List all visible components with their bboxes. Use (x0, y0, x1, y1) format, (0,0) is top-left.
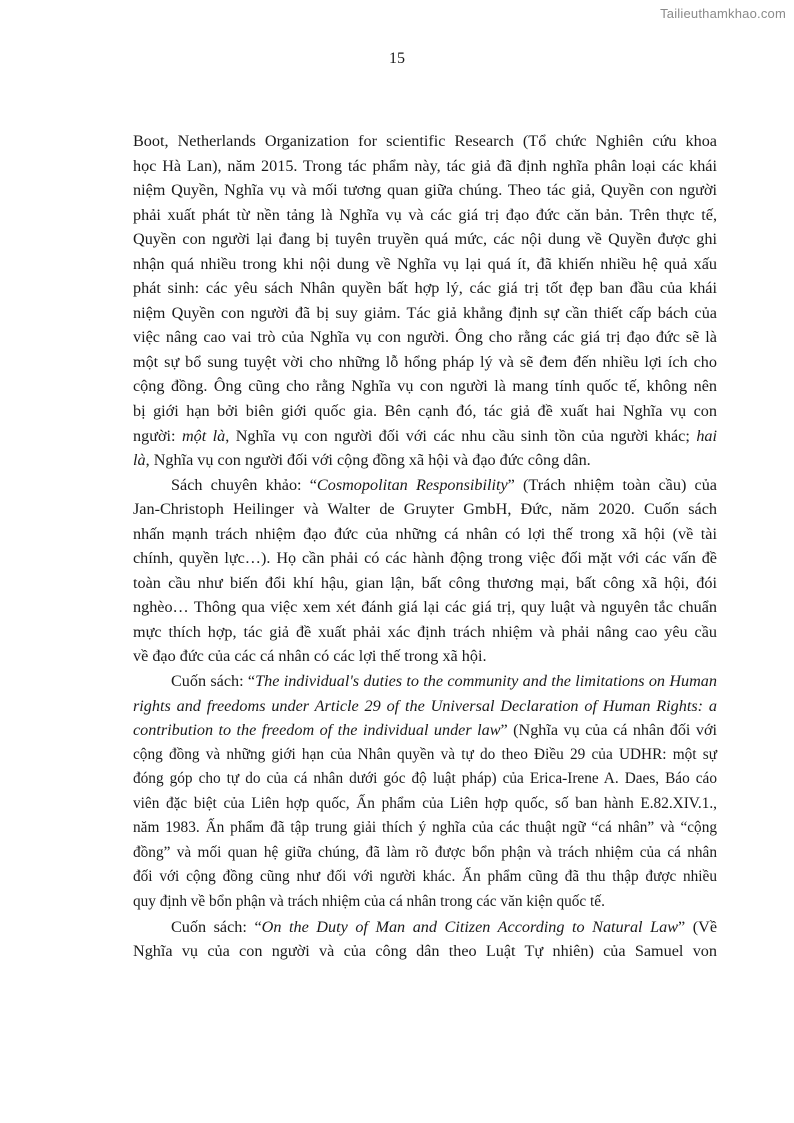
text-line: việc nâng cao vai trò của Nghĩa vụ con người. Ông cho rằng các giá trị đạo đức sẽ là (133, 328, 717, 347)
text-line: đóng góp cho tự do của cá nhân dưới góc độ luật pháp) của Erica-Irene A. Daes, Báo cáo (133, 770, 717, 788)
text-line: cộng đồng. Ông cũng cho rằng Nghĩa vụ con người là mang tính quốc tế, không nên (133, 377, 717, 396)
text-line: đối với cộng đồng cũng như đối với người khác. Ấn phẩm cũng đã thu thập được nhiều (133, 868, 717, 886)
text-segment: , Nghĩa vụ con người đối với cộng đồng xã hội và đạo đức công dân. (145, 451, 591, 470)
body-text (133, 129, 717, 964)
text-line: bị giới hạn bởi biên giới quốc gia. Bên cạnh đó, tác giả đề xuất hai Nghĩa vụ con (133, 402, 717, 421)
text-line: Boot, Netherlands Organization for scientific Research (Tổ chức Nghiên cứu khoa (133, 132, 717, 150)
text-line: nhấn mạnh trách nhiệm đạo đức của những cá nhân có lợi thế trong xã hội (về tài (133, 524, 717, 543)
text-line: đồng” và mối quan hệ giữa chúng, đã làm rõ được bổn phận và trách nhiệm của cá nhân (133, 843, 717, 861)
text-segment: ” (Trách nhiệm toàn cầu) của (507, 475, 717, 494)
text-line: phải xuất phát từ nền tảng là Nghĩa vụ và các giá trị đạo đức căn bản. Trên thực tế, (133, 205, 717, 224)
paragraph-first-line (133, 915, 717, 940)
book-title: Cosmopolitan Responsibility (316, 475, 508, 494)
text-segment: Cuốn sách: “ (171, 672, 256, 691)
text-line: Nghĩa vụ của con người và của công dân theo Luật Tự nhiên) của Samuel von (133, 942, 717, 961)
text-line: về đạo đức của các cá nhân có các lợi thế trong xã hội. (133, 647, 487, 666)
watermark-text: Tailieuthamkhao.com (660, 6, 786, 21)
text-line: mực thích hợp, tác giả đề xuất phải xác định trách nhiệm và phải nâng cao yêu cầu (133, 622, 717, 641)
text-line: một sự bổ sung tuyệt vời cho những lỗ hổng pháp lý và sẽ đem đến nhiều lợi ích cho (133, 352, 717, 371)
text-line (133, 448, 717, 473)
page-number: 15 (389, 50, 405, 67)
italic-term: là (133, 451, 146, 470)
text-segment: người: (133, 426, 182, 445)
text-line: học Hà Lan), năm 2015. Trong tác phẩm này, tác giả đã định nghĩa phân loại các khái (133, 156, 717, 175)
italic-term: hai (696, 426, 717, 445)
text-line: chính, quyền lực…). Họ cần phải có các hành động trong việc đối mặt với các vấn đề (133, 549, 717, 568)
italic-term: một là (181, 426, 226, 445)
text-line: cộng đồng và những giới hạn của Nhân quyền và tự do theo Điều 29 của UDHR: một sự (133, 745, 717, 763)
book-title: rights and freedoms under Article 29 of the Universal Declaration of Human Rights: a (133, 696, 717, 715)
text-segment: , Nghĩa vụ con người đối với các nhu cầu sinh tồn của người khác; (225, 426, 697, 445)
text-line: niệm Quyền con người đã bị suy giảm. Tác giả khẳng định sự cần thiết cấp bách của (133, 303, 717, 322)
text-line: niệm Quyền, Nghĩa vụ và mối tương quan giữa chúng. Theo tác giả, Quyền con người (133, 181, 717, 200)
text-line: Quyền con người lại đang bị tuyên truyền quá mức, các nội dung về Quyền được ghi (133, 230, 717, 249)
text-segment: Cuốn sách: “ (171, 917, 262, 936)
text-segment: ” (Về (678, 917, 718, 936)
text-line (133, 718, 717, 743)
text-segment: Sách chuyên khảo: “ (171, 475, 317, 494)
text-line: phát sinh: các yêu sách Nhân quyền bất hợp lý, các giá trị tốt đẹp ban đầu của khái (133, 279, 717, 298)
paragraph-first-line (133, 669, 717, 694)
book-title: contribution to the freedom of the individual under law (133, 721, 501, 740)
text-line: toàn cầu như biến đổi khí hậu, gian lận, bất công thương mại, bất công xã hội, đói (133, 573, 717, 592)
text-line: nhận quá nhiều trong khi nội dung về Nghĩa vụ lại quá ít, đã khiến nhiều hệ quả xấu (133, 254, 717, 273)
text-line (133, 694, 717, 719)
book-title: The individual's duties to the community and the limitations on Human (255, 672, 717, 691)
text-line: năm 1983. Ấn phẩm đã tập trung giải thích ý nghĩa của các thuật ngữ “cá nhân” và “cộng (133, 819, 717, 837)
text-segment: ” (Nghĩa vụ của cá nhân đối với (500, 721, 717, 740)
paragraph-first-line (133, 473, 717, 498)
book-title: On the Duty of Man and Citizen According to Natural Law (261, 917, 678, 936)
text-line: Jan-Christoph Heilinger và Walter de Gruyter GmbH, Đức, năm 2020. Cuốn sách (133, 500, 717, 519)
text-line: viên đặc biệt của Liên hợp quốc, Ấn phẩm của Liên hợp quốc, số ban hành E.82.XIV.1., (133, 794, 717, 812)
text-line: quy định về bổn phận và trách nhiệm của cá nhân trong các văn kiện quốc tế. (133, 892, 605, 910)
text-line (133, 424, 717, 449)
text-line: nghèo… Thông qua việc xem xét đánh giá lại các giá trị, quy luật và nguyên tắc chuẩn (133, 598, 717, 617)
